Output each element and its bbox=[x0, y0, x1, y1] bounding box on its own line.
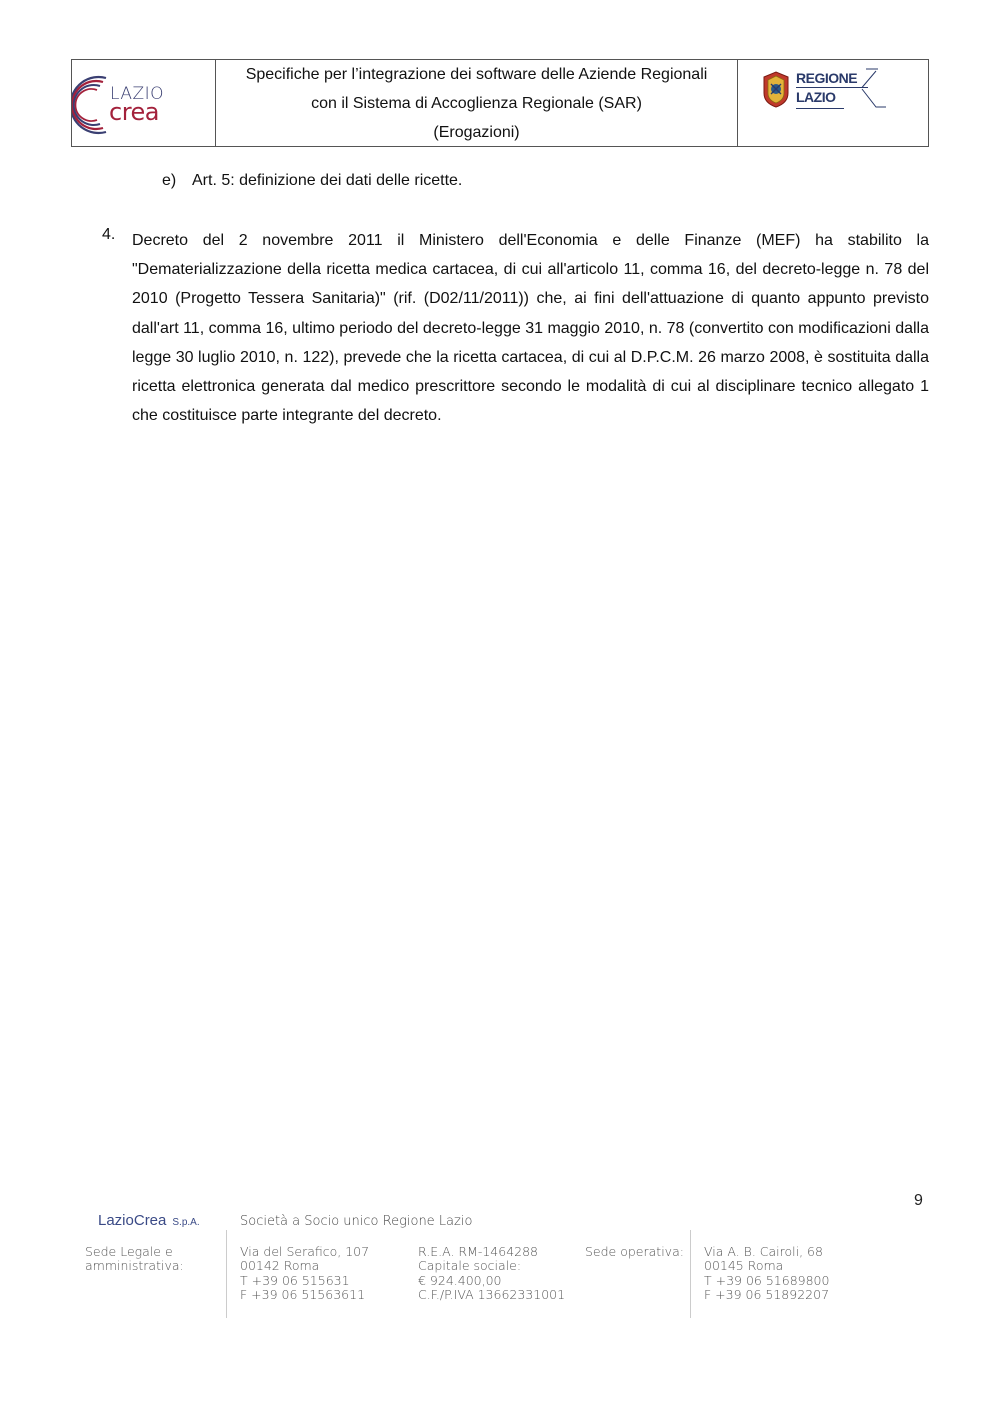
footer-separator bbox=[690, 1230, 691, 1318]
footer-text-line: Sede Legale e bbox=[85, 1244, 173, 1259]
regione-lazio-logo-line-1: REGIONE bbox=[796, 70, 858, 86]
footer-text-line: F +39 06 51892207 bbox=[704, 1286, 830, 1302]
footer-brand-suffix: S.p.A. bbox=[172, 1217, 200, 1228]
list-item-e-label: e) bbox=[162, 172, 177, 189]
footer-tagline: Società a Socio unico Regione Lazio bbox=[240, 1214, 473, 1229]
header-title bbox=[216, 60, 738, 146]
footer-sede-legale-label bbox=[85, 1245, 184, 1274]
footer-text-line: Via A. B. Cairoli, 68 bbox=[704, 1244, 823, 1259]
footer-brand-name: LazioCrea bbox=[98, 1212, 167, 1229]
footer-registry bbox=[418, 1245, 565, 1302]
regione-lazio-logo-line-2: LAZIO bbox=[796, 89, 836, 105]
header-title-line-2: con il Sistema di Accoglienza Regionale (SAR) bbox=[311, 95, 642, 112]
page-number: 9 bbox=[914, 1192, 923, 1209]
header-title-line-1: Specifiche per l’integrazione dei software delle Aziende Regionali bbox=[245, 66, 708, 83]
list-item-4-text: Decreto del 2 novembre 2011 il Ministero dell'Economia e delle Finanze (MEF) ha stabilito la "Dematerializzazione della ricetta medica cartacea, di cui all'articolo 11, comma 16, del decreto-legge n. 78 del 2010 (Progetto Tessera Sanitaria)" (rif. (D02/11/2011)) che, ai fini dell'attuazione di quanto appunto previsto dall'art 11, comma 16, ultimo periodo del decreto-legge 31 maggio 2010, n. 78 (convertito con modificazioni dalla legge 30 luglio 2010, n. 122), prevede che la ricetta cartacea, di cui al D.P.C.M. 26 marzo 2008, è sostituita dalla ricetta elettronica generata dal medico prescrittore secondo le modalità di cui al disciplinare tecnico allegato 1 che costituisce parte integrante del decreto. bbox=[132, 232, 929, 425]
list-item-e-text: Art. 5: definizione dei dati delle ricette. bbox=[192, 172, 463, 189]
footer-sede-operativa-address bbox=[704, 1245, 829, 1302]
footer-text-line: T +39 06 515631 bbox=[240, 1272, 350, 1288]
footer-sede-operativa-label: Sede operativa: bbox=[585, 1244, 684, 1259]
laziocrea-logo-bottom: crea bbox=[109, 98, 160, 126]
header-right-logo-cell bbox=[738, 60, 928, 146]
footer-text-line: 00142 Roma bbox=[240, 1258, 320, 1274]
list-item-4 bbox=[102, 226, 929, 430]
footer-text-line: T +39 06 51689800 bbox=[704, 1272, 830, 1288]
footer-text-line: € 924.400,00 bbox=[418, 1272, 502, 1288]
footer-text-line: Capitale sociale: bbox=[418, 1258, 522, 1274]
document-header bbox=[71, 59, 929, 147]
regione-lazio-emblem-icon bbox=[760, 69, 792, 109]
footer-text-line: R.E.A. RM-1464288 bbox=[418, 1244, 539, 1259]
laziocrea-logo-top: LAZIO bbox=[110, 84, 165, 104]
header-title-line-3: (Erogazioni) bbox=[433, 124, 520, 141]
list-item-4-number: 4. bbox=[102, 226, 116, 243]
footer-text-line: 00145 Roma bbox=[704, 1258, 784, 1274]
list-item-e bbox=[162, 172, 462, 190]
footer-text-line: amministrativa: bbox=[85, 1258, 184, 1274]
footer-text-line: C.F./P.IVA 13662331001 bbox=[418, 1286, 566, 1302]
footer-separator bbox=[226, 1230, 227, 1318]
footer-text-line: F +39 06 51563611 bbox=[240, 1286, 366, 1302]
footer-brand bbox=[98, 1212, 200, 1229]
header-left-logo-cell bbox=[72, 60, 216, 146]
footer-sede-legale-address bbox=[240, 1245, 369, 1302]
footer-text-line: Via del Serafico, 107 bbox=[240, 1244, 370, 1259]
